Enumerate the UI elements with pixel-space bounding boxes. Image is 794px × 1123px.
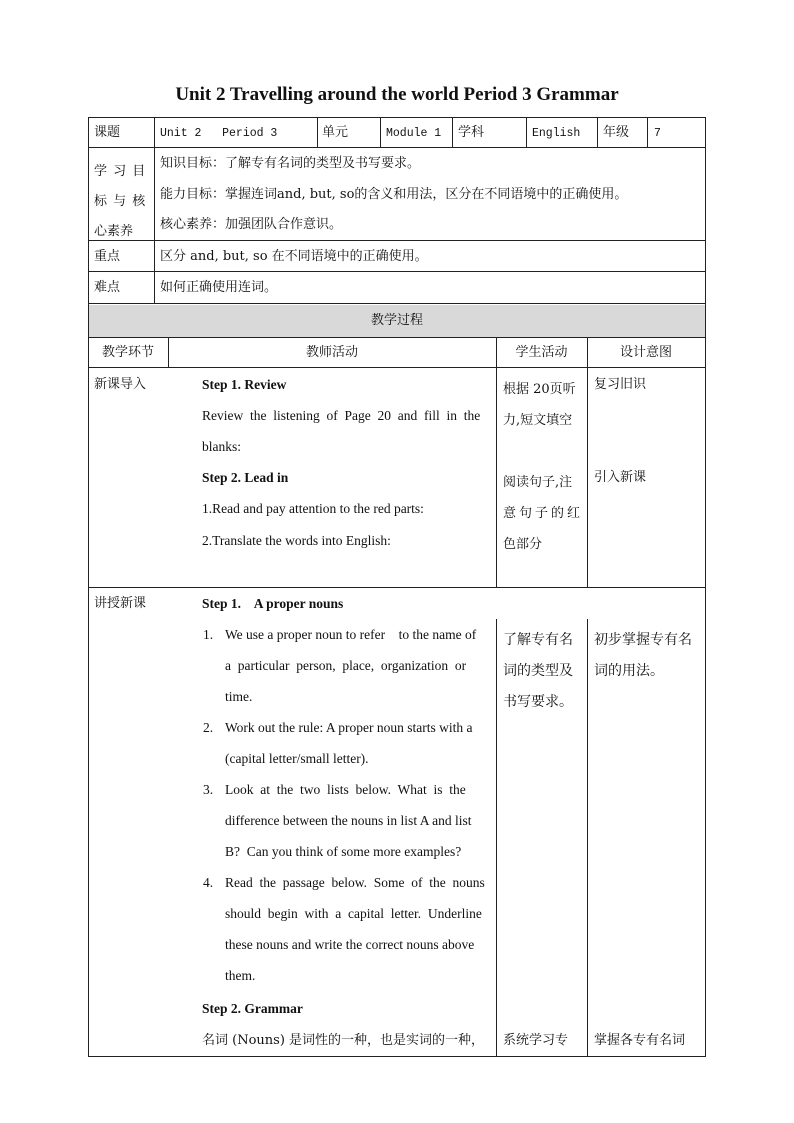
stage-new-lesson: 讲授新课 [94,596,147,611]
stage-intro: 新课导入 [94,377,147,392]
table-rule [705,117,706,1057]
table-rule [587,337,588,588]
table-rule [496,619,497,1057]
s1-step1-text: Review the listening of Page 20 and fill in the [202,408,481,423]
s1-step1-text-cont: blanks: [202,439,241,454]
table-rule [88,1056,706,1057]
s2-student-b: 系统学习专 [503,1033,569,1048]
list-number: 4. [203,875,214,890]
s1-student-a: 根据 20页听 力,短文填空 [503,382,576,428]
s1-intent-a: 复习旧识 [594,377,647,392]
col-stage: 教学环节 [101,345,154,360]
table-rule [88,303,706,304]
topic-label: 课题 [94,125,121,140]
grade-value: 7 [654,127,661,140]
goals-label: 学 习 目 标 与 核 心素养 [94,164,147,239]
table-rule [452,117,453,147]
s2-intent-a: 初步掌握专有名 词的用法。 [594,632,692,679]
list-number: 3. [203,782,214,797]
table-rule [526,117,527,147]
list-item: Read the passage below. Some of the nouns should begin with a capital letter. Underline these nouns and write the correct nouns above them. [225,875,485,983]
table-rule [587,619,588,1057]
table-rule [88,117,706,118]
table-rule [317,117,318,147]
s2-step1-title: Step 1. A proper nouns [202,596,344,611]
s2-step2-text: 名词 (Nouns) 是词性的一种，也是实词的一种， [202,1033,485,1048]
list-item: We use a proper noun to refer to the name of a particular person, place, organization or time. [225,627,477,704]
topic-value: Unit 2 Period 3 [160,127,278,140]
s1-student-b: 阅读句子,注 意句子的红 色部分 [503,475,584,552]
subject-value: English [532,127,581,140]
difficulty-text: 如何正确使用连词。 [160,280,278,295]
key-point-label: 重点 [94,249,121,264]
table-rule [496,337,497,588]
table-rule [154,117,155,304]
list-item: Work out the rule: A proper noun starts with a (capital letter/small letter). [225,720,473,766]
subject-label: 学科 [458,125,485,140]
unit-value: Module 1 [386,127,442,140]
table-rule [88,337,706,338]
table-rule [380,117,381,147]
table-rule [88,117,89,1057]
grade-label: 年级 [603,125,630,140]
s2-student-a: 了解专有名 词的类型及 书写要求。 [503,632,573,710]
s1-intent-b: 引入新课 [594,470,647,485]
s2-step2-title: Step 2. Grammar [202,1001,303,1016]
goal-ability: 能力目标：掌握连词and, but, so的含义和用法，区分在不同语境中的正确使用。 [160,187,628,202]
page-title: Unit 2 Travelling around the world Period 3 Grammar [175,84,619,105]
table-rule [647,117,648,147]
difficulty-label: 难点 [94,280,121,295]
key-point-text: 区分 and, but, so 在不同语境中的正确使用。 [160,249,428,264]
list-number: 1. [203,627,214,642]
list-item: Look at the two lists below. What is the difference between the nouns in list A and list B? Can you think of some more examples? [225,782,472,859]
table-rule [88,147,706,148]
table-rule [597,117,598,147]
table-rule [88,240,706,241]
s1-step2-title: Step 2. Lead in [202,470,289,485]
s2-intent-b: 掌握各专有名词 [594,1033,686,1048]
table-rule [88,587,706,588]
list-number: 2. [203,720,214,735]
goal-knowledge: 知识目标：了解专有名词的类型及书写要求。 [160,156,421,171]
process-header: 教学过程 [370,313,423,328]
goal-literacy: 核心素养：加强团队合作意识。 [160,217,343,232]
unit-label: 单元 [322,125,349,140]
col-teacher: 教师活动 [305,345,358,360]
col-student: 学生活动 [515,345,568,360]
s1-step1-title: Step 1. Review [202,377,287,392]
s1-step2-line2: 2.Translate the words into English: [202,533,391,548]
col-intent: 设计意图 [619,345,672,360]
s1-step2-line1: 1.Read and pay attention to the red parts: [202,501,424,516]
table-rule [88,367,706,368]
table-rule [88,271,706,272]
